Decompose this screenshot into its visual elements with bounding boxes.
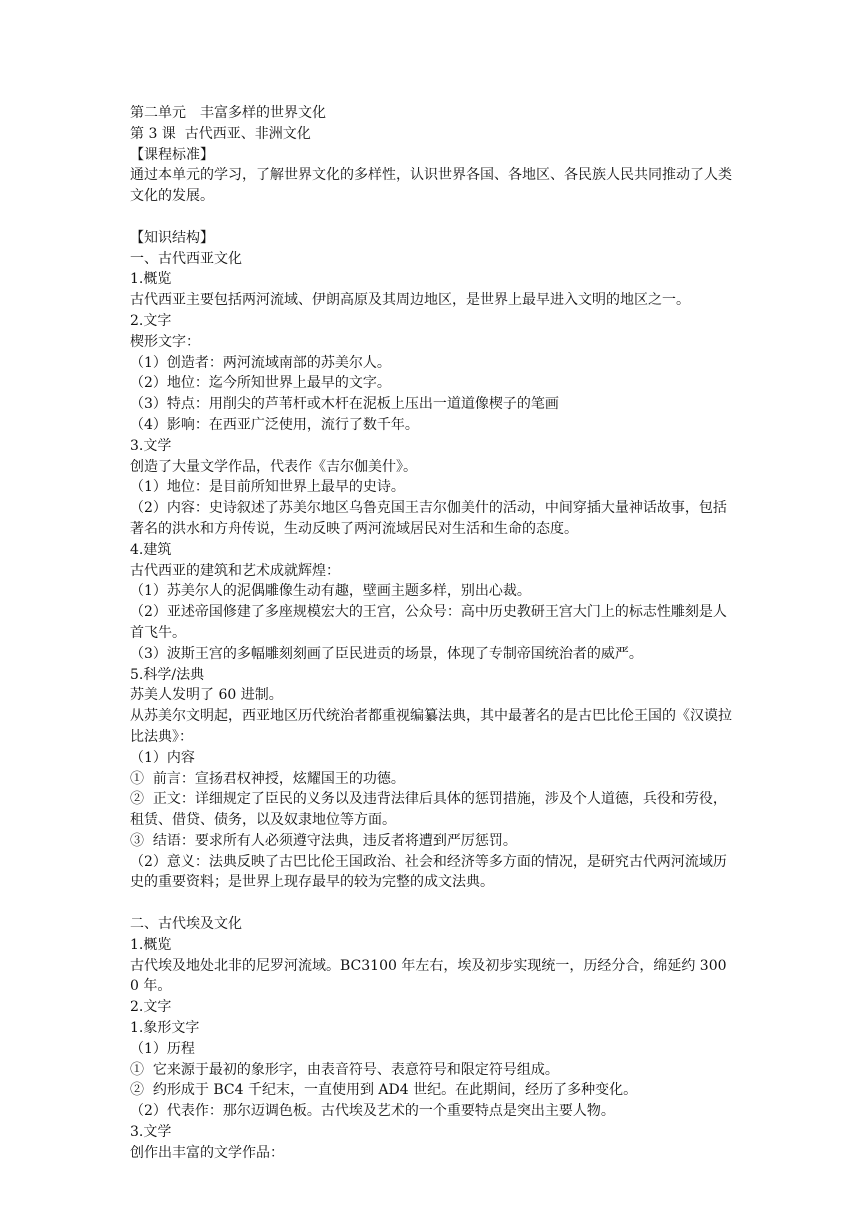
paragraph: 楔形文字： [130,333,200,350]
list-item: （2）地位：迄今所知世界上最早的文字。 [130,375,391,392]
unit-title: 第二单元 丰富多样的世界文化 [130,105,326,121]
subheading: 5.科学/法典 [130,666,205,683]
list-item: （1）内容 [130,749,195,766]
list-item: （3）波斯王宫的多幅雕刻刻画了臣民进贡的场景，体现了专制帝国统治者的威严。 [130,645,643,662]
paragraph: 古代西亚主要包括两河流域、伊朗高原及其周边地区，是世界上最早进入文明的地区之一。 [130,292,690,309]
list-item: ① 它来源于最初的象形字，由表音符号、表意符号和限定符号组成。 [130,1061,559,1078]
subheading: 3.文学 [130,437,172,454]
section-heading: 【课程标准】 [130,146,214,163]
list-item: ② 正文：详细规定了臣民的义务以及违背法律后具体的惩罚措施，涉及个人道德，兵役和劳役，租赁、借贷、债务，以及奴隶地位等方面。 [130,791,727,829]
section-heading: 【知识结构】 [130,229,214,246]
paragraph: 通过本单元的学习，了解世界文化的多样性，认识世界各国、各地区、各民族人民共同推动了人类文化的发展。 [130,167,732,205]
list-item: （4）影响：在西亚广泛使用，流行了数千年。 [130,416,419,433]
subheading: 3.文学 [130,1124,172,1141]
lesson-title: 第 3 课 古代西亚、非洲文化 [130,125,311,142]
list-item: ① 前言：宣扬君权神授，炫耀国王的功德。 [130,770,405,787]
paragraph: 创造了大量文学作品，代表作《吉尔伽美什》。 [130,458,417,475]
paragraph: 创作出丰富的文学作品： [130,1144,284,1161]
list-item: （2）内容：史诗叙述了苏美尔地区乌鲁克国王吉尔伽美什的活动，中间穿插大量神话故事，包括著名的洪水和方舟传说，生动反映了两河流域居民对生活和生命的态度。 [130,500,727,537]
chapter-heading: 一、古代西亚文化 [130,250,242,267]
subheading: 1.象形文字 [130,1020,200,1037]
paragraph: 苏美人发明了 60 进制。 [130,687,283,704]
chapter-heading: 二、古代埃及文化 [130,916,242,933]
paragraph: 古代埃及地处北非的尼罗河流域。BC3100 年左右，埃及初步实现统一，历经分合，绵延约 3000 年。 [130,957,727,995]
list-item: （1）苏美尔人的泥偶雕像生动有趣，壁画主题多样，别出心裁。 [130,583,531,600]
document-body [130,103,734,1164]
paragraph: 从苏美尔文明起，西亚地区历代统治者都重视编纂法典，其中最著名的是古巴比伦王国的《汉谟拉比法典》： [130,708,732,745]
list-item: （2）亚述帝国修建了多座规模宏大的王宫，公众号：高中历史教研王宫大门上的标志性雕刻是人首飞牛。 [130,604,727,641]
subheading: 2.文字 [130,312,172,329]
list-item: ③ 结语：要求所有人必须遵守法典，违反者将遭到严厉惩罚。 [130,832,517,849]
blank-line [130,207,734,228]
list-item: （1）地位：是目前所知世界上最早的史诗。 [130,479,405,496]
list-item: （2）意义：法典反映了古巴比伦王国政治、社会和经济等多方面的情况，是研究古代两河流域历史的重要资料；是世界上现存最早的较为完整的成文法典。 [130,853,727,891]
list-item: （2）代表作：那尔迈调色板。古代埃及艺术的一个重要特点是突出主要人物。 [130,1103,615,1120]
blank-line [130,893,734,914]
paragraph: 古代西亚的建筑和艺术成就辉煌： [130,562,340,579]
subheading: 1.概览 [130,271,172,288]
subheading: 2.文字 [130,999,172,1016]
list-item: （1）历程 [130,1040,195,1057]
subheading: 1.概览 [130,936,172,953]
list-item: （1）创造者：两河流域南部的苏美尔人。 [130,354,391,371]
list-item: （3）特点：用削尖的芦苇杆或木杆在泥板上压出一道道像楔子的笔画 [130,396,559,413]
list-item: ② 约形成于 BC4 千纪末，一直使用到 AD4 世纪。在此期间，经历了多种变化。 [130,1082,638,1099]
subheading: 4.建筑 [130,541,172,558]
